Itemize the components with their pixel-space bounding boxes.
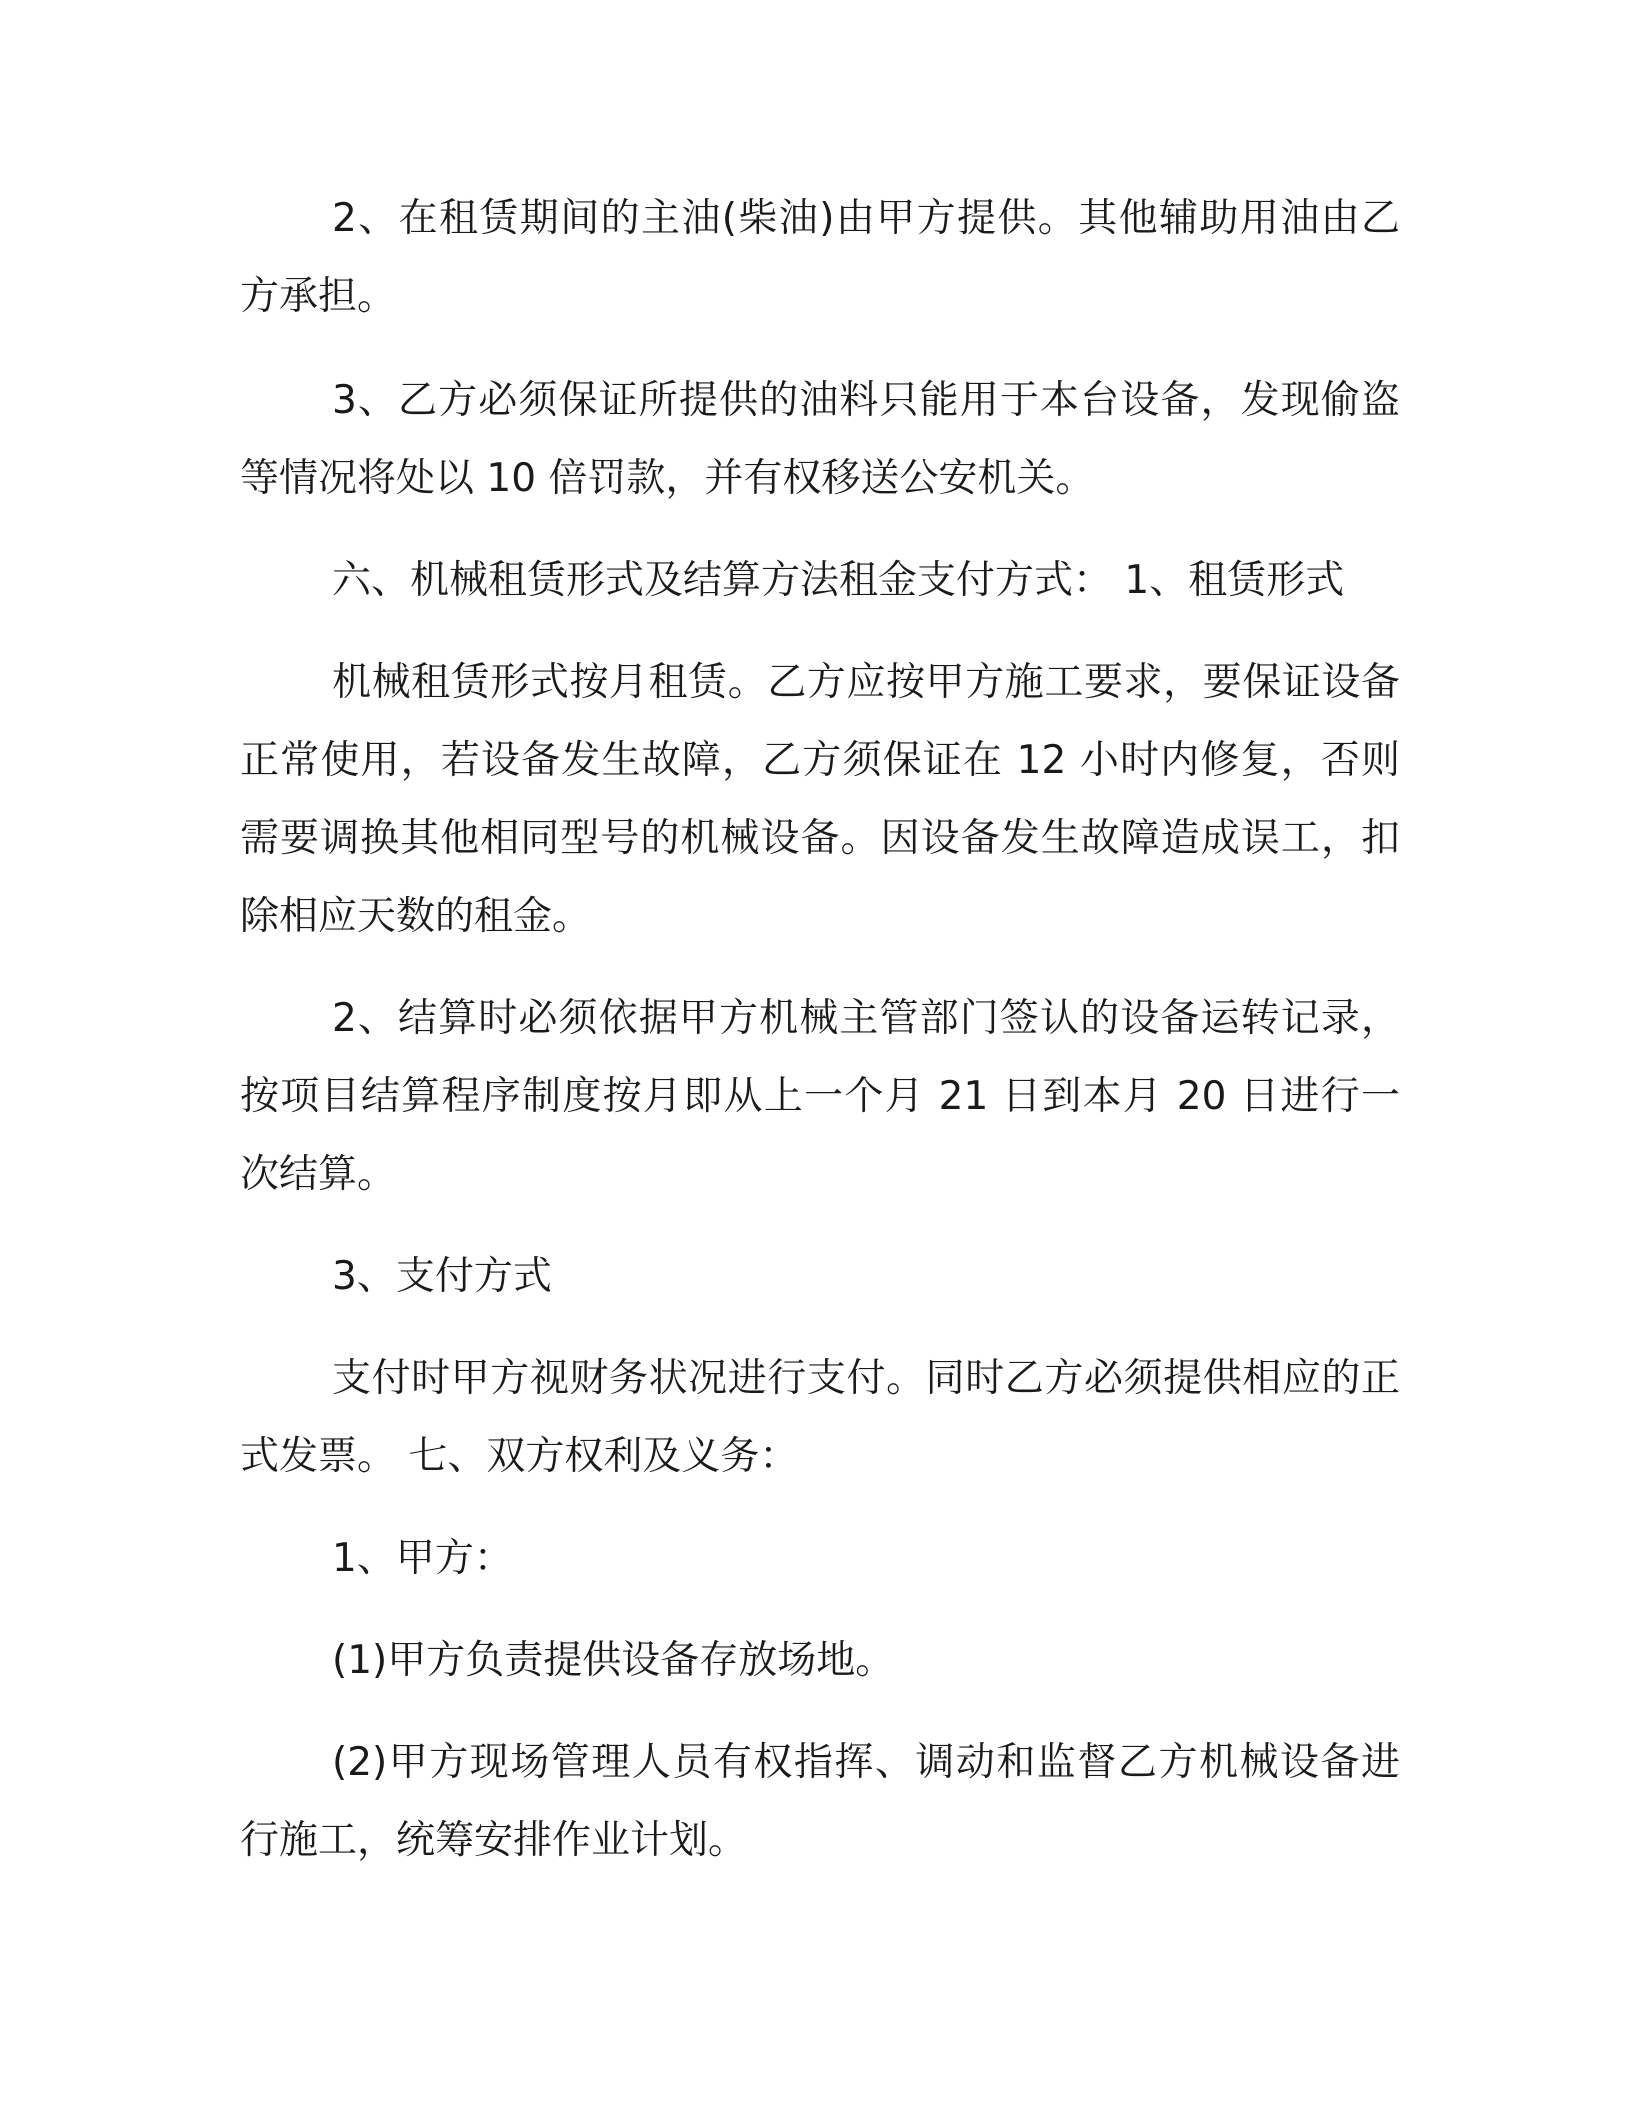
section-heading-lease-form: 六、机械租赁形式及结算方法租金支付方式： 1、租赁形式 xyxy=(332,558,1345,603)
subheading-party-a: 1、甲方： xyxy=(332,1536,513,1581)
list-item-storage-site: (1)甲方负责提供设备存放场地。 xyxy=(332,1638,895,1683)
paragraph-fuel-supply: 2、在租赁期间的主油(柴油)由甲方提供。其他辅助用油由乙方承担。 xyxy=(240,196,1400,319)
paragraph-monthly-lease: 机械租赁形式按月租赁。乙方应按甲方施工要求，要保证设备正常使用，若设备发生故障，乙方须保证在 12 小时内修复，否则需要调换其他相同型号的机械设备。因设备发生故障造成误工，扣除相应天数的租金。 xyxy=(240,660,1400,939)
paragraph-settlement: 2、结算时必须依据甲方机械主管部门签认的设备运转记录，按项目结算程序制度按月即从上一个月 21 日到本月 20 日进行一次结算。 xyxy=(240,996,1400,1197)
paragraph-payment: 支付时甲方视财务状况进行支付。同时乙方必须提供相应的正式发票。 七、双方权利及义务： xyxy=(240,1356,1400,1479)
subheading-payment-method: 3、支付方式 xyxy=(332,1254,552,1299)
list-item-site-management: (2)甲方现场管理人员有权指挥、调动和监督乙方机械设备进行施工，统筹安排作业计划。 xyxy=(240,1740,1400,1863)
document-body xyxy=(240,180,1400,1880)
paragraph-fuel-usage: 3、乙方必须保证所提供的油料只能用于本台设备，发现偷盗等情况将处以 10 倍罚款，并有权移送公安机关。 xyxy=(240,378,1400,501)
